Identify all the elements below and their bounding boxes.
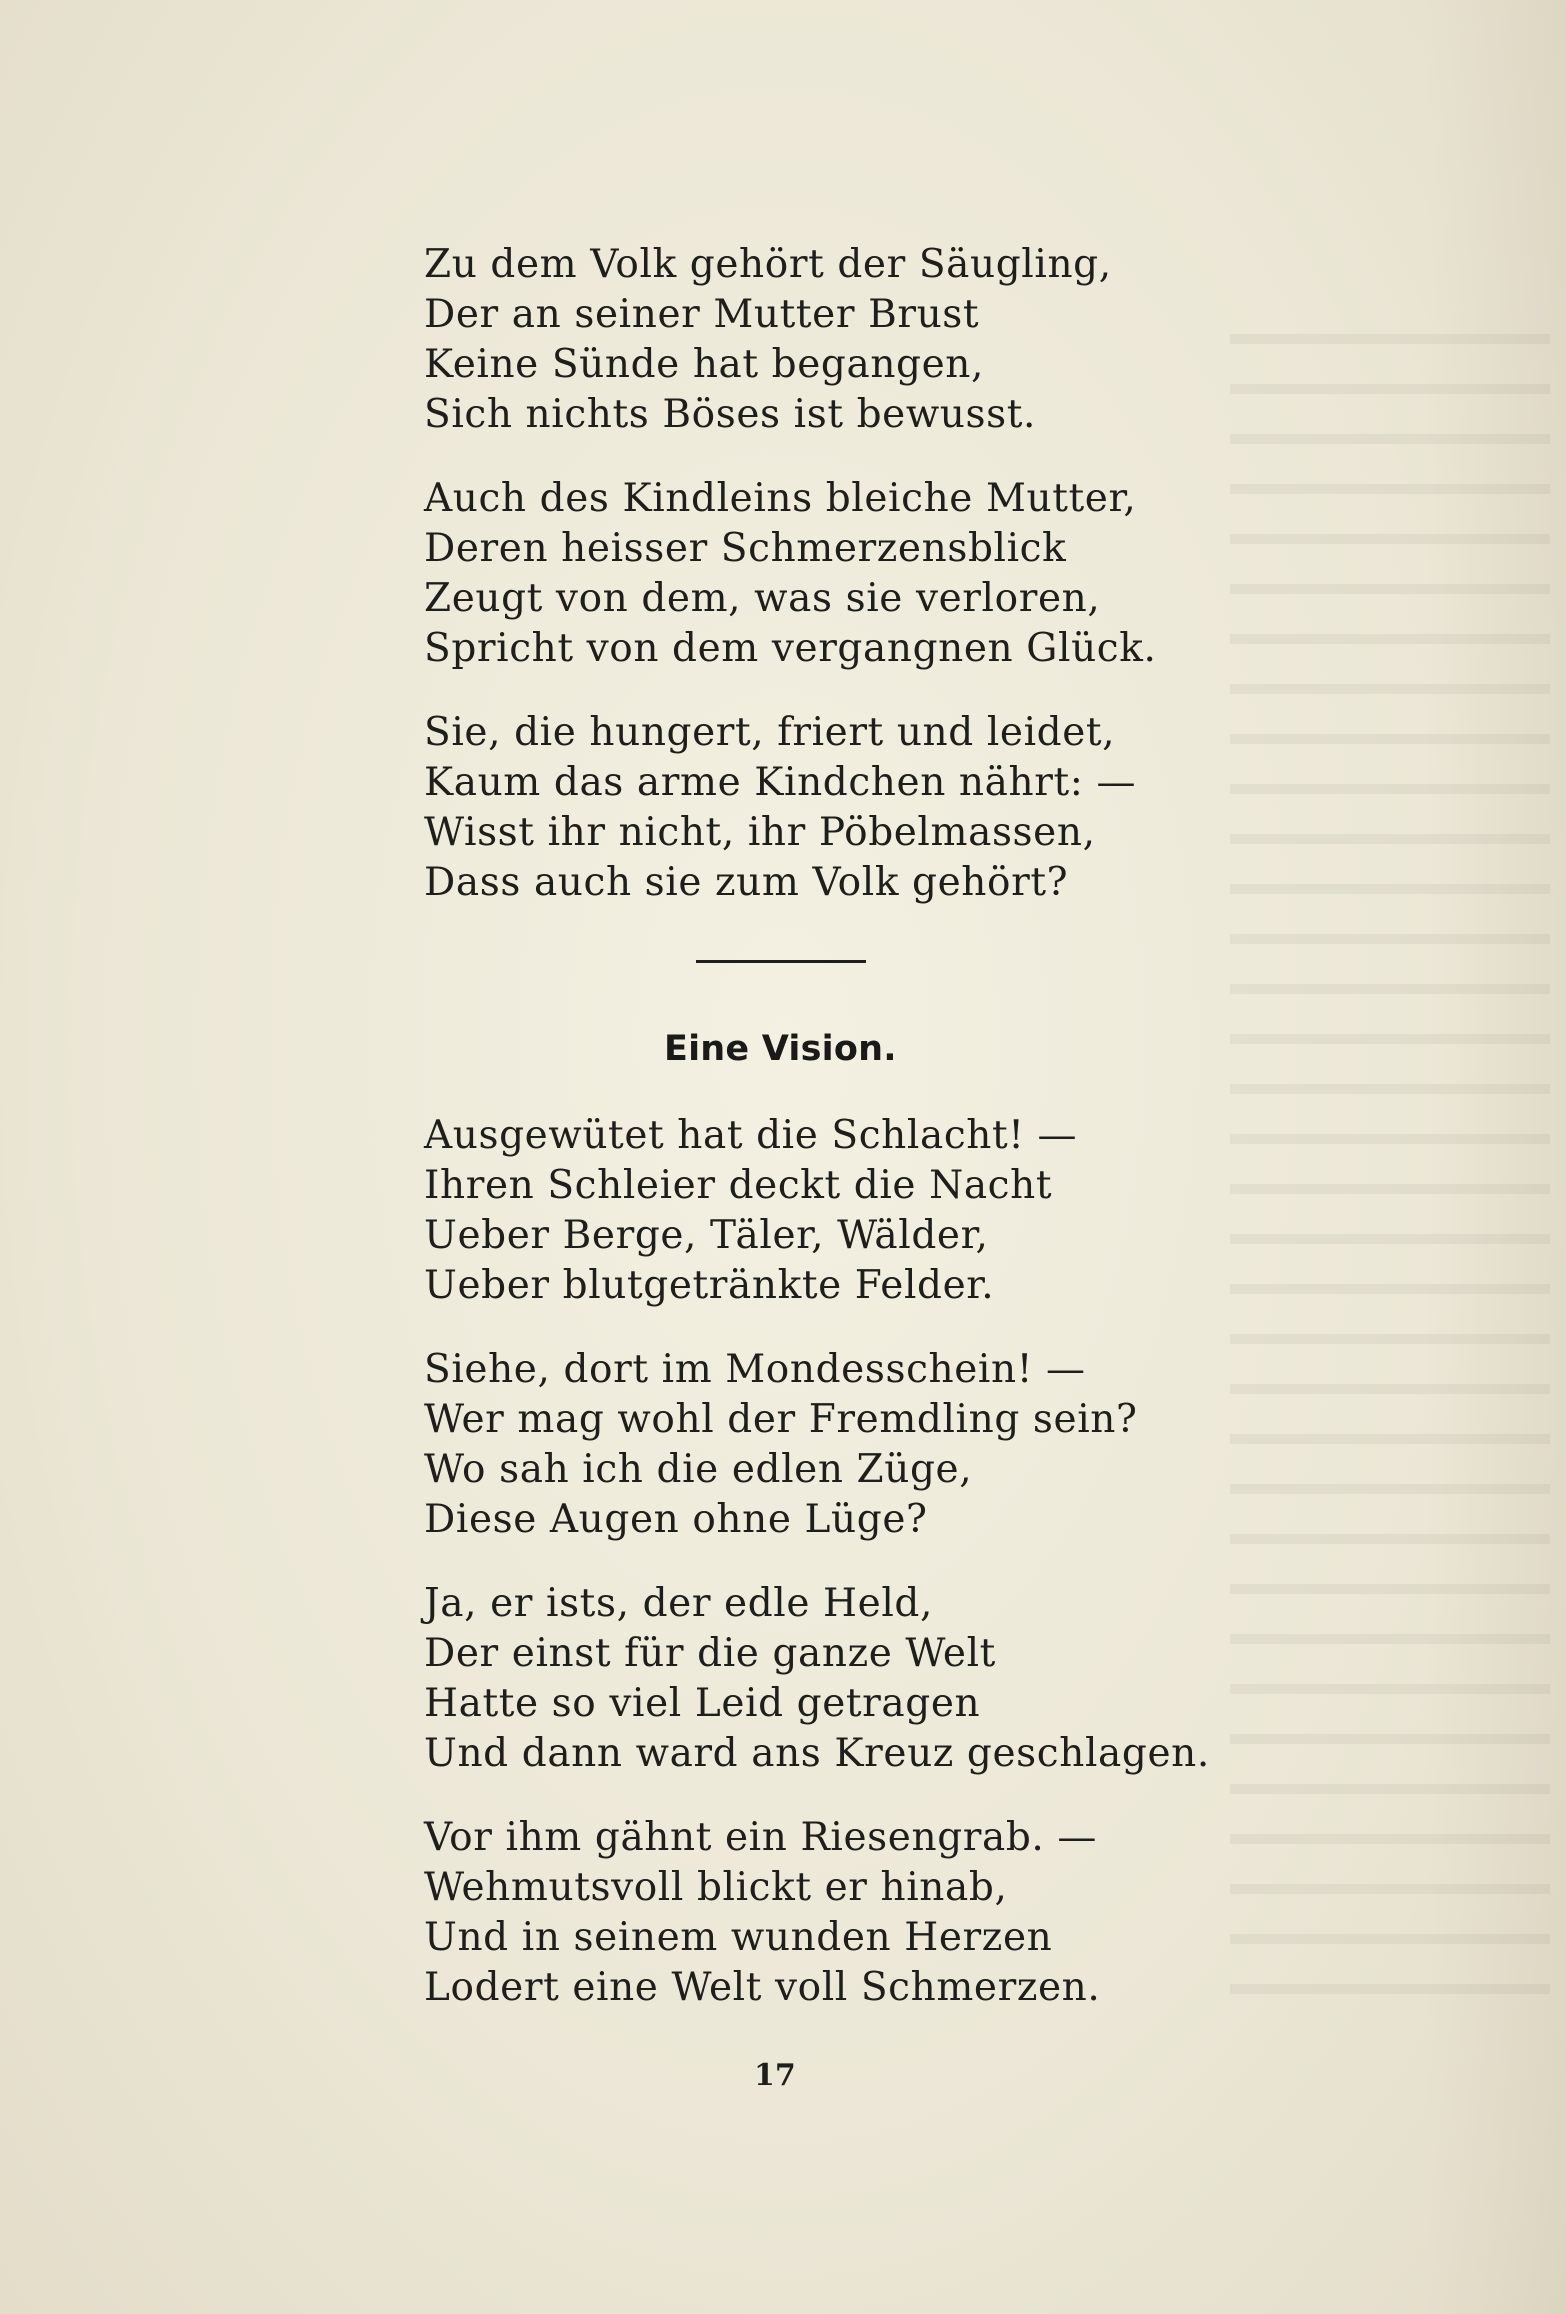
verse-line: Sich nichts Böses ist bewusst.	[424, 392, 1037, 437]
poem1-stanza-1	[424, 240, 1244, 440]
verse-line: Deren heisser Schmerzensblick	[424, 526, 1067, 571]
verse-line: Kaum das arme Kindchen nährt: —	[424, 760, 1137, 805]
verse-line: Ueber Berge, Täler, Wälder,	[424, 1213, 989, 1258]
poem2-stanza-4	[424, 1813, 1244, 2013]
verse-line: Der einst für die ganze Welt	[424, 1631, 996, 1676]
verse-line: Keine Sünde hat begangen,	[424, 342, 985, 387]
verse-line: Wo sah ich die edlen Züge,	[424, 1447, 973, 1492]
verse-line: Vor ihm gähnt ein Riesengrab. —	[424, 1815, 1098, 1860]
page-text	[424, 240, 1244, 2013]
poem1-stanza-2	[424, 474, 1244, 674]
verse-line: Siehe, dort im Mondesschein! —	[424, 1347, 1086, 1392]
verse-line: Sie, die hungert, friert und leidet,	[424, 710, 1116, 755]
verse-line: Der an seiner Mutter Brust	[424, 292, 980, 337]
verse-line: Hatte so viel Leid getragen	[424, 1681, 981, 1726]
verse-line: Und dann ward ans Kreuz geschlagen.	[424, 1731, 1210, 1776]
verse-line: Ausgewütet hat die Schlacht! —	[424, 1113, 1078, 1158]
poem2-stanza-2	[424, 1345, 1244, 1545]
verse-line: Spricht von dem vergangnen Glück.	[424, 626, 1157, 671]
page-number: 17	[754, 2058, 796, 2093]
verse-line: Diese Augen ohne Lüge?	[424, 1497, 928, 1542]
verse-line: Wer mag wohl der Fremdling sein?	[424, 1397, 1138, 1442]
poem1-stanza-3	[424, 708, 1244, 908]
verse-line: Ueber blutgetränkte Felder.	[424, 1263, 995, 1308]
bleed-through-texture	[1230, 300, 1550, 2000]
verse-line: Ihren Schleier deckt die Nacht	[424, 1163, 1053, 1208]
verse-line: Wisst ihr nicht, ihr Pöbelmassen,	[424, 810, 1096, 855]
verse-line: Zu dem Volk gehört der Säugling,	[424, 242, 1112, 287]
verse-line: Wehmutsvoll blickt er hinab,	[424, 1865, 1008, 1910]
verse-line: Dass auch sie zum Volk gehört?	[424, 860, 1069, 905]
verse-line: Ja, er ists, der edle Held,	[424, 1581, 933, 1626]
section-divider	[696, 960, 866, 963]
verse-line: Auch des Kindleins bleiche Mutter,	[424, 476, 1137, 521]
poem-title: Eine Vision.	[664, 1029, 897, 1069]
verse-line: Lodert eine Welt voll Schmerzen.	[424, 1965, 1101, 2010]
poem2-stanza-3	[424, 1579, 1244, 1779]
poem2-stanza-1	[424, 1111, 1244, 1311]
verse-line: Zeugt von dem, was sie verloren,	[424, 576, 1101, 621]
verse-line: Und in seinem wunden Herzen	[424, 1915, 1053, 1960]
